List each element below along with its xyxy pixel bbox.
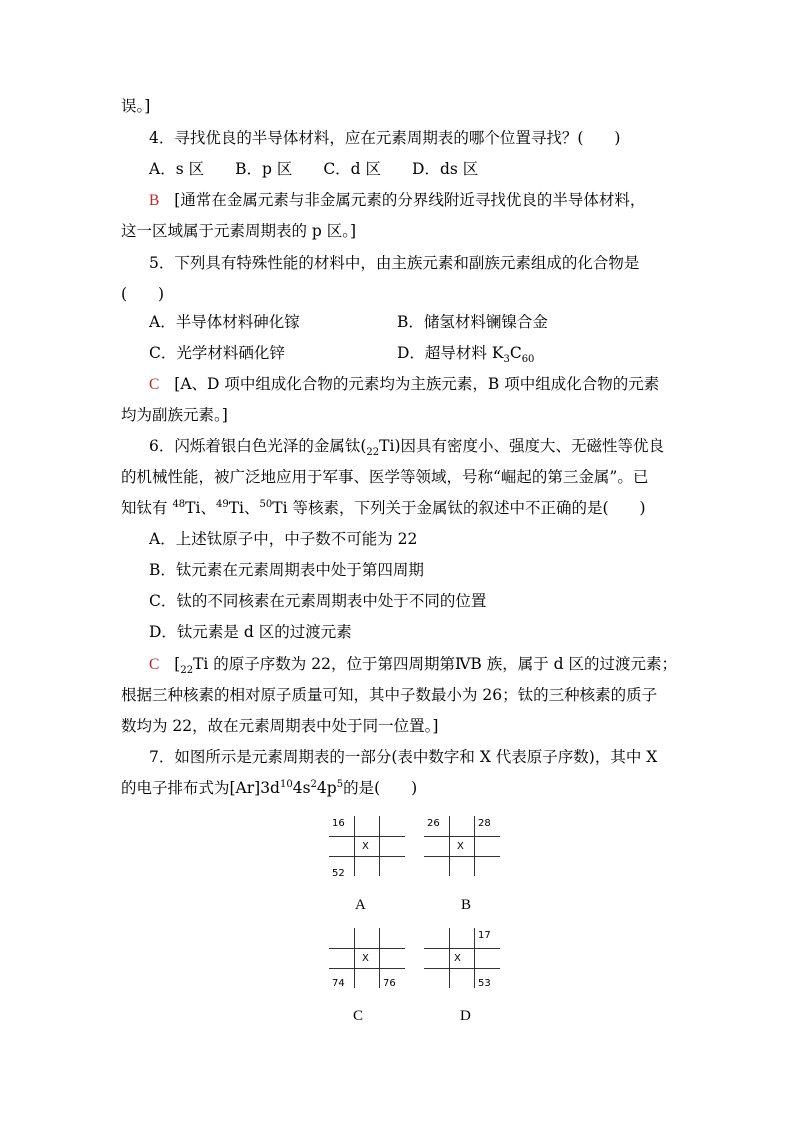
periodic-grid-c — [329, 928, 405, 988]
question-5: 5．下列具有特殊性能的材料中，由主族元素和副族元素组成的化合物是 — [149, 254, 640, 272]
answer-letter: C — [149, 376, 160, 393]
question-5-explanation: 均为副族元素。] — [121, 406, 228, 424]
question-7: 7．如图所示是元素周期表的一部分(表中数字和 X 代表原子序数)，其中 X — [149, 748, 658, 766]
question-6-line-3: 知钛有 $^{48}$Ti、$^{49}$Ti、$^{50}$Ti 等核素，下列关于金属钛的叙述中不正确的是( ) — [121, 498, 646, 517]
question-6-explanation-3: 数均为 22，故在元素周期表中处于同一位置。] — [121, 717, 439, 735]
question-5-bracket: ( ) — [121, 285, 165, 303]
grid-cell: 17 — [478, 930, 491, 941]
grid-cell: 76 — [383, 978, 396, 989]
grid-cell: X — [454, 953, 461, 964]
answer-letter: B — [149, 192, 160, 209]
question-6-option-b: B．钛元素在元素周期表中处于第四周期 — [149, 561, 424, 579]
question-5-option-b: B．储氢材料镧镍合金 — [397, 313, 548, 331]
grid-cell: X — [362, 841, 369, 852]
text-line: 误。] — [121, 97, 151, 115]
grid-cell: X — [362, 953, 369, 964]
grid-cell: 28 — [478, 818, 491, 829]
question-5-option-c: C．光学材料硒化锌 — [149, 344, 285, 362]
question-6: 6．闪烁着银白色光泽的金属钛$(_{22}Ti)$因具有密度小、强度大、无磁性等优良 — [149, 437, 665, 459]
question-6-option-c: C．钛的不同核素在元素周期表中处于不同的位置 — [149, 592, 487, 610]
question-4-options: A．s 区 B．p 区 C．d 区 D．ds 区 — [149, 160, 479, 178]
question-7-line-2: 的电子排布式为$[Ar]3d^{10}4s^24p^5$的是( ) — [121, 778, 418, 797]
grid-cell: 16 — [332, 818, 345, 829]
grid-label-d: D — [460, 1008, 471, 1024]
grid-cell: 26 — [427, 818, 440, 829]
grid-label-b: B — [461, 897, 472, 913]
question-6-option-a: A．上述钛原子中，中子数不可能为 22 — [149, 530, 418, 548]
question-6-explanation-2: 根据三种核素的相对原子质量可知，其中子数最小为 26；钛的三种核素的质子 — [121, 686, 658, 704]
grid-cell: X — [457, 841, 464, 852]
periodic-grid-a — [329, 816, 405, 879]
question-5-option-d: D．超导材料 $K_3C_{60}$ — [397, 344, 535, 366]
question-4-explanation: 这一区域属于元素周期表的 p 区。] — [121, 222, 357, 240]
periodic-grid-b — [424, 816, 500, 876]
question-6-option-d: D．钛元素是 d 区的过渡元素 — [149, 623, 352, 641]
grid-label-c: C — [353, 1008, 364, 1024]
question-6-line-2: 的机械性能，被广泛地应用于军事、医学等领域，号称“崛起的第三金属”。已 — [121, 468, 649, 486]
explanation-text: [通常在金属元素与非金属元素的分界线附近寻找优良的半导体材料， — [174, 191, 646, 209]
question-4-answer-line — [149, 190, 645, 211]
periodic-grid-d — [424, 928, 500, 988]
question-6-answer-line: C [$_{22}Ti$ 的原子序数为 22，位于第四周期第ⅣB 族，属于 d 区的过渡元素； — [149, 655, 678, 677]
grid-label-a: A — [355, 897, 366, 913]
question-4: 4．寻找优良的半导体材料，应在元素周期表的哪个位置寻找？( ) — [149, 129, 621, 147]
grid-cell: 53 — [478, 978, 491, 989]
explanation-text: [A、D 项中组成化合物的元素均为主族元素，B 项中组成化合物的元素 — [174, 375, 660, 393]
grid-cell: 52 — [332, 868, 345, 879]
explanation-text: Ti 的原子序数为 22，位于第四周期第ⅣB 族，属于 d 区的过渡元素； — [193, 655, 678, 673]
grid-cell: 74 — [332, 978, 345, 989]
answer-letter: C — [149, 656, 160, 673]
question-5-answer-line — [149, 374, 659, 395]
question-5-option-a: A．半导体材料砷化镓 — [149, 313, 300, 331]
